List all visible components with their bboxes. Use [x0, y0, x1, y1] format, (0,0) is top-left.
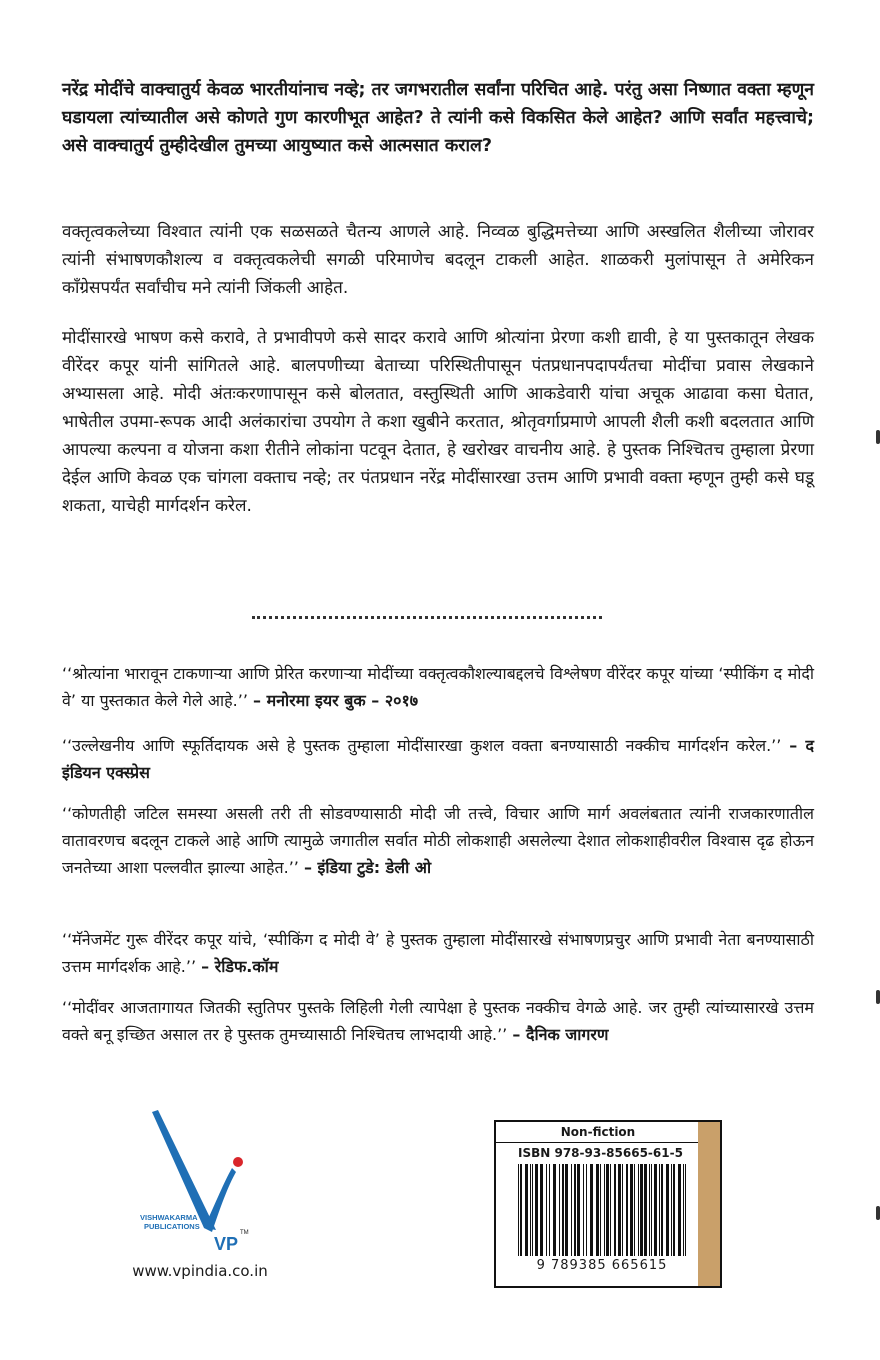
- barcode-bar: [530, 1164, 531, 1256]
- barcode-bar: [610, 1164, 611, 1256]
- barcode-bar: [574, 1164, 576, 1256]
- barcode-bar: [634, 1164, 635, 1256]
- quote-source: – दैनिक जागरण: [512, 1025, 609, 1044]
- barcode-bar: [630, 1164, 633, 1256]
- quote-source: – मनोरमा इयर बुक – २०१७: [253, 691, 419, 710]
- quote-source: – द इंडियन एक्स्प्रेस: [62, 736, 814, 782]
- body-paragraph-1: वक्तृत्वकलेच्या विश्वात त्यांनी एक सळसळते चैतन्य आणले आहे. निव्वळ बुद्धिमत्तेच्या आणि अस्खलित शैलीच्या जोरावर त्यांनी संभाषणकौशल्य व वक्तृत्वकलेची सगळी परिमाणेच बदलून टाकली आहेत. शाळकरी मुलांपासून ते अमेरिकन काँग्रेसपर्यंत सर्वांचीच मने त्यांनी जिंकली आहेत.: [62, 222, 814, 298]
- barcode-bar: [654, 1164, 657, 1256]
- body-paragraph-2: मोदींसारखे भाषण कसे करावे, ते प्रभावीपणे कसे सादर करावे आणि श्रोत्यांना प्रेरणा कशी द्यावी, हे या पुस्तकातून लेखक वीरेंदर कपूर यांनी सांगितले आहे. बालपणीच्या बेताच्या परिस्थितीपासून पंतप्रधानपदापर्यंतचा मोदींचा प्रवास लेखकाने अभ्यासला आहे. मोदी अंतःकरणापासून कसे बोलतात, वस्तुस्थिती आणि आकडेवारी यांचा अचूक आढावा कसा घेतात, भाषेतील उपमा-रूपक आदी अलंकारांचा उपयोग ते कशा खुबीने करतात, श्रोतृवर्गाप्रमाणे आपली शैली कशी बदलतात आणि आपल्या कल्पना व योजना कशा रीतीने लोकांना पटवून देतात, हे खरोखर वाचनीय आहे. हे पुस्तक निश्चितच तुम्हाला प्रेरणा देईल आणि केवळ एक चांगला वक्ताच नव्हे; तर पंतप्रधान नरेंद्र मोदींसारखा उत्तम आणि प्रभावी वक्ता म्हणून तुम्ही कसे घडू शकता, याचेही मार्गदर्शन करेल.: [62, 328, 814, 516]
- barcode-bar: [562, 1164, 564, 1256]
- quote-text: ‘‘कोणतीही जटिल समस्या असली तरी ती सोडवण्यासाठी मोदी जी तत्त्वे, विचार आणि मार्ग अवलंबतात त्यांनी राजकारणातील वातावरणच बदलून टाकले आहे आणि त्यामुळे जगातील सर्वात मोठी लोकशाही असलेल्या देशात लोकशाहीवरील विश्वास दृढ होऊन जनतेच्या आशा पल्लवीत झाल्या आहेत.’’: [62, 804, 814, 877]
- barcode-bar: [565, 1164, 568, 1256]
- logo-swoosh-icon: [152, 1110, 216, 1230]
- barcode-bar: [590, 1164, 593, 1256]
- barcode-bar: [661, 1164, 663, 1256]
- barcode-bar: [683, 1164, 684, 1256]
- barcode-bar: [622, 1164, 623, 1256]
- barcode-bar: [614, 1164, 616, 1256]
- barcode-bar: [532, 1164, 533, 1256]
- edge-mark: [876, 1206, 880, 1220]
- barcode-bar: [520, 1164, 522, 1256]
- barcode-bar: [673, 1164, 675, 1256]
- publisher-name-line1: VISHWAKARMA: [140, 1213, 198, 1222]
- barcode-bar: [583, 1164, 584, 1256]
- quote-text: ‘‘उल्लेखनीय आणि स्फूर्तिदायक असे हे पुस्तक तुम्हाला मोदींसारखा कुशल वक्ता बनण्यासाठी नक्कीच मार्गदर्शन करेल.’’: [62, 736, 782, 755]
- barcode-block: [494, 1120, 722, 1288]
- barcode-bar: [540, 1164, 543, 1256]
- barcode-bar: [651, 1164, 652, 1256]
- barcode-bar: [671, 1164, 672, 1256]
- barcode-bar: [546, 1164, 547, 1256]
- quote-source: – रेडिफ.कॉम: [201, 957, 279, 976]
- barcode-bar: [596, 1164, 599, 1256]
- quote-source: – इंडिया टुडे: डेली ओ: [303, 858, 432, 877]
- barcode-bar: [678, 1164, 681, 1256]
- publisher-logo: [132, 1110, 272, 1260]
- review-quote: [62, 994, 814, 1048]
- genre-label: Non-fiction: [496, 1122, 700, 1143]
- edge-mark: [876, 430, 880, 444]
- barcode-digits: 9 789385 665615: [536, 1258, 668, 1273]
- barcode-bar: [606, 1164, 609, 1256]
- logo-dot-icon: [233, 1157, 243, 1167]
- kraft-strip: [698, 1122, 720, 1286]
- barcode-bar: [600, 1164, 601, 1256]
- isbn-label: ISBN 978-93-85665-61-5: [518, 1146, 683, 1160]
- barcode-bar: [649, 1164, 650, 1256]
- barcode-bar: [685, 1164, 686, 1256]
- intro-paragraph: नरेंद्र मोदींचे वाक्चातुर्य केवळ भारतीयांनाच नव्हे; तर जगभरातील सर्वांना परिचित आहे. परंतु असा निष्णात वक्ता म्हणून घडायला त्यांच्यातील असे कोणते गुण कारणीभूत आहेत? ते त्यांनी कसे विकसित केले आहेत? आणि सर्वांत महत्त्वाचे; असे वाक्चातुर्य तुम्हीदेखील तुमच्या आयुष्यात कसे आत्मसात कराल?: [62, 80, 814, 156]
- barcode-bar: [640, 1164, 643, 1256]
- quote-text: ‘‘मॅनेजमेंट गुरू वीरेंदर कपूर यांचे, ‘स्पीकिंग द मोदी वे’ हे पुस्तक तुम्हाला मोदींसारखे संभाषणप्रचुर आणि प्रभावी नेता बनण्यासाठी उत्तम मार्गदर्शक आहे.’’: [62, 930, 814, 976]
- barcode-bar: [618, 1164, 621, 1256]
- barcode-bar: [666, 1164, 669, 1256]
- barcode-bar: [559, 1164, 560, 1256]
- barcode-bars: [516, 1164, 688, 1256]
- barcode-bar: [586, 1164, 587, 1256]
- review-quote: [62, 732, 814, 786]
- barcode-bar: [638, 1164, 639, 1256]
- review-quote: [62, 926, 814, 980]
- barcode-bar: [626, 1164, 628, 1256]
- publisher-initials: VP: [214, 1234, 239, 1254]
- barcode-bar: [518, 1164, 519, 1256]
- dotted-divider: [252, 616, 602, 631]
- barcode-bar: [577, 1164, 580, 1256]
- barcode-bar: [604, 1164, 605, 1256]
- barcode-bar: [644, 1164, 647, 1256]
- publisher-website: www.vpindia.co.in: [132, 1262, 268, 1280]
- barcode-bar: [549, 1164, 550, 1256]
- quote-text: ‘‘श्रोत्यांना भारावून टाकणाऱ्या आणि प्रेरित करणाऱ्या मोदींच्या वक्तृत्वकौशल्याबद्दलचे विश्लेषण वीरेंदर कपूर यांच्या ‘स्पीकिंग द मोदी वे’ या पुस्तकात केले गेले आहे.’’: [62, 664, 814, 710]
- quote-text: ‘‘मोदींवर आजतागायत जितकी स्तुतिपर पुस्तके लिहिली गेली त्यापेक्षा हे पुस्तक नक्कीच वेगळे आहे. जर तुम्ही त्यांच्यासारखे उत्तम वक्ते बनू इच्छित असाल तर हे पुस्तक तुमच्यासाठी निश्चितच लाभदायी आहे.’’: [62, 998, 814, 1044]
- publisher-name-line2: PUBLICATIONS: [144, 1222, 200, 1231]
- edge-mark: [876, 990, 880, 1004]
- barcode-bar: [525, 1164, 528, 1256]
- barcode-bar: [535, 1164, 538, 1256]
- barcode-bar: [553, 1164, 556, 1256]
- barcode-bar: [571, 1164, 572, 1256]
- barcode-bar: [659, 1164, 660, 1256]
- review-quote: [62, 660, 814, 714]
- review-quote: [62, 800, 814, 881]
- trademark-mark: TM: [240, 1230, 249, 1236]
